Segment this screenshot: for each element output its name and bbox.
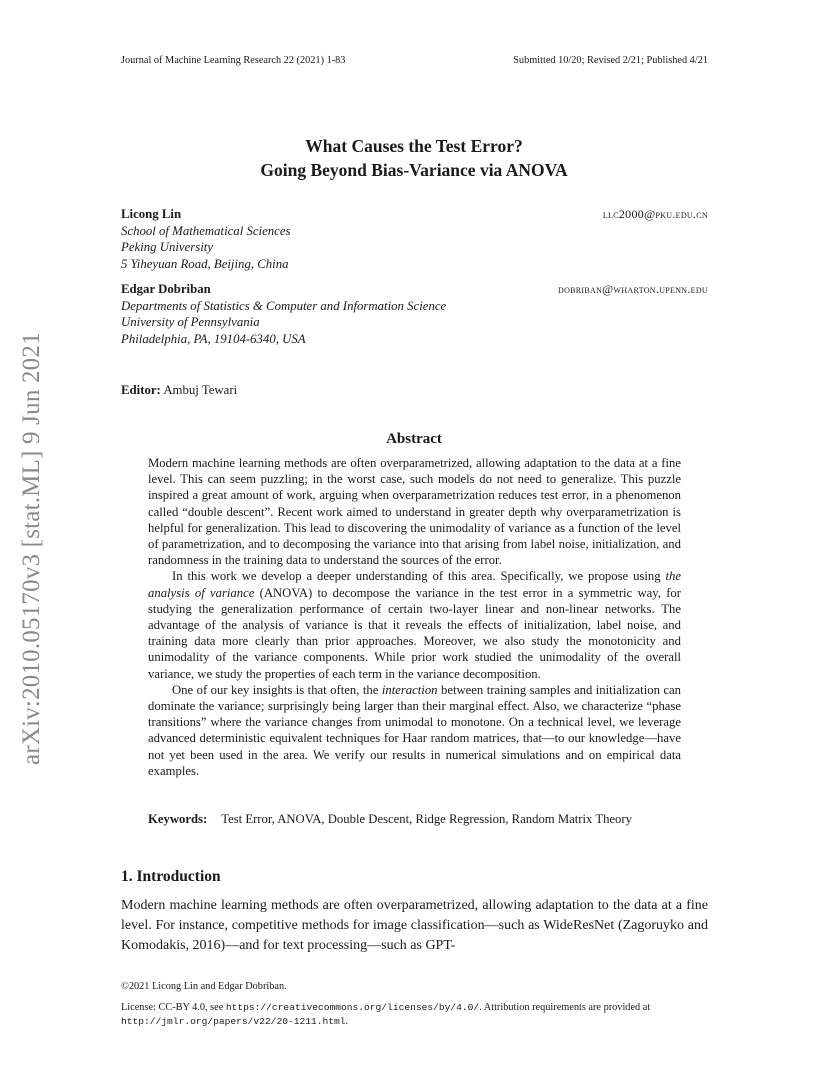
emphasis: interaction (381, 682, 438, 697)
author-email[interactable]: llc2000@pku.edu.cn (602, 207, 708, 221)
title-line-2: Going Beyond Bias-Variance via ANOVA (260, 160, 568, 180)
abstract-paragraph-3: One of our key insights is that often, the interaction between training samples and initialization can dominate the variance; surprisingly being larger than their marginal effect. Also, we characterize “phase transitions” where the variance changes from unimodal to monotone. On a technical level, we leverage advanced deterministic equivalent techniques for Haar random matrices, that—to our knowledge—have not yet been used in the area. We verify our results in numerical simulations and on empirical data examples. (148, 682, 681, 778)
license-notice: License: CC-BY 4.0, see https://creativecommons.org/licenses/by/4.0/. Attribution requirements are provided at http://jmlr.org/papers/v22/20-1211.html. (121, 1002, 651, 1027)
keywords-label: Keywords: (148, 812, 208, 826)
affiliation-line: Departments of Statistics & Computer and Information Science (121, 298, 447, 313)
running-header (121, 55, 708, 66)
title-line-1: What Causes the Test Error? (305, 136, 523, 156)
affiliation-line: Peking University (121, 240, 214, 255)
author-block-2 (121, 281, 708, 348)
paper-title (0, 134, 828, 182)
submission-dates: Submitted 10/20; Revised 2/21; Published 4/21 (513, 55, 708, 66)
affiliation-line: School of Mathematical Sciences (121, 223, 291, 238)
license-link[interactable]: https://creativecommons.org/licenses/by/4.0/ (225, 1002, 480, 1013)
author-name: Edgar Dobriban (121, 282, 211, 296)
abstract-paragraph-1: Modern machine learning methods are often overparametrized, allowing adaptation to the data at a fine level. This can seem puzzling; in the worst case, such models do not need to generalize. This puzzle inspired a great amount of work, arguing when overparametrization reduces test error, in a phenomenon called “double descent”. Recent work aimed to understand in greater depth why overparametrization is helpful for generalization. This lead to discovering the unimodality of variance as a function of the level of parametrization, and to decomposing the variance into that arising from label noise, initialization, and randomness in the training data to understand the sources of the error. (148, 456, 681, 568)
introduction-text: Modern machine learning methods are often overparametrized, allowing adaptation to the data at a fine level. For instance, competitive methods for image classification—such as WideResNet (Zagoruyko and Komodakis, 2016)—and for text processing—such as GPT- (121, 898, 708, 953)
abstract-body (148, 455, 681, 779)
author-email[interactable]: dobriban@wharton.upenn.edu (558, 282, 708, 296)
author-block-1 (121, 206, 708, 273)
keywords (148, 811, 681, 827)
copyright-notice: ©2021 Licong Lin and Edgar Dobriban. (121, 981, 287, 992)
affiliation-line: University of Pennsylvania (121, 315, 260, 330)
affiliation-line: 5 Yiheyuan Road, Beijing, China (121, 257, 289, 272)
paper-link[interactable]: http://jmlr.org/papers/v22/20-1211.html (121, 1016, 346, 1027)
editor-line (121, 383, 237, 398)
editor-label: Editor: (121, 383, 161, 397)
emphasis: the analysis of variance (148, 569, 681, 600)
affiliation-line: Philadelphia, PA, 19104-6340, USA (121, 332, 306, 347)
editor-name: Ambuj Tewari (163, 383, 238, 397)
abstract-paragraph-2: In this work we develop a deeper understanding of this area. Specifically, we propose using the analysis of variance (ANOVA) to decompose the variance in the test error in a symmetric way, for studying the generalization performance of certain two-layer linear and non-linear networks. The advantage of the analysis of variance is that it reveals the effects of initialization, label noise, and training data more clearly than prior approaches. Moreover, we also study the monotonicity and unimodality of the variance components. While prior work studied the unimodality of the overall variance, we study the properties of each term in the variance decomposition. (148, 569, 681, 681)
author-name: Licong Lin (121, 207, 182, 221)
journal-citation: Journal of Machine Learning Research 22 (2021) 1-83 (121, 55, 346, 66)
keywords-list: Test Error, ANOVA, Double Descent, Ridge Regression, Random Matrix Theory (221, 812, 632, 826)
arxiv-identifier-stamp: arXiv:2010.05170v3 [stat.ML] 9 Jun 2021 (18, 332, 45, 765)
section-heading: 1. Introduction (121, 868, 221, 885)
abstract-heading: Abstract (386, 431, 442, 447)
